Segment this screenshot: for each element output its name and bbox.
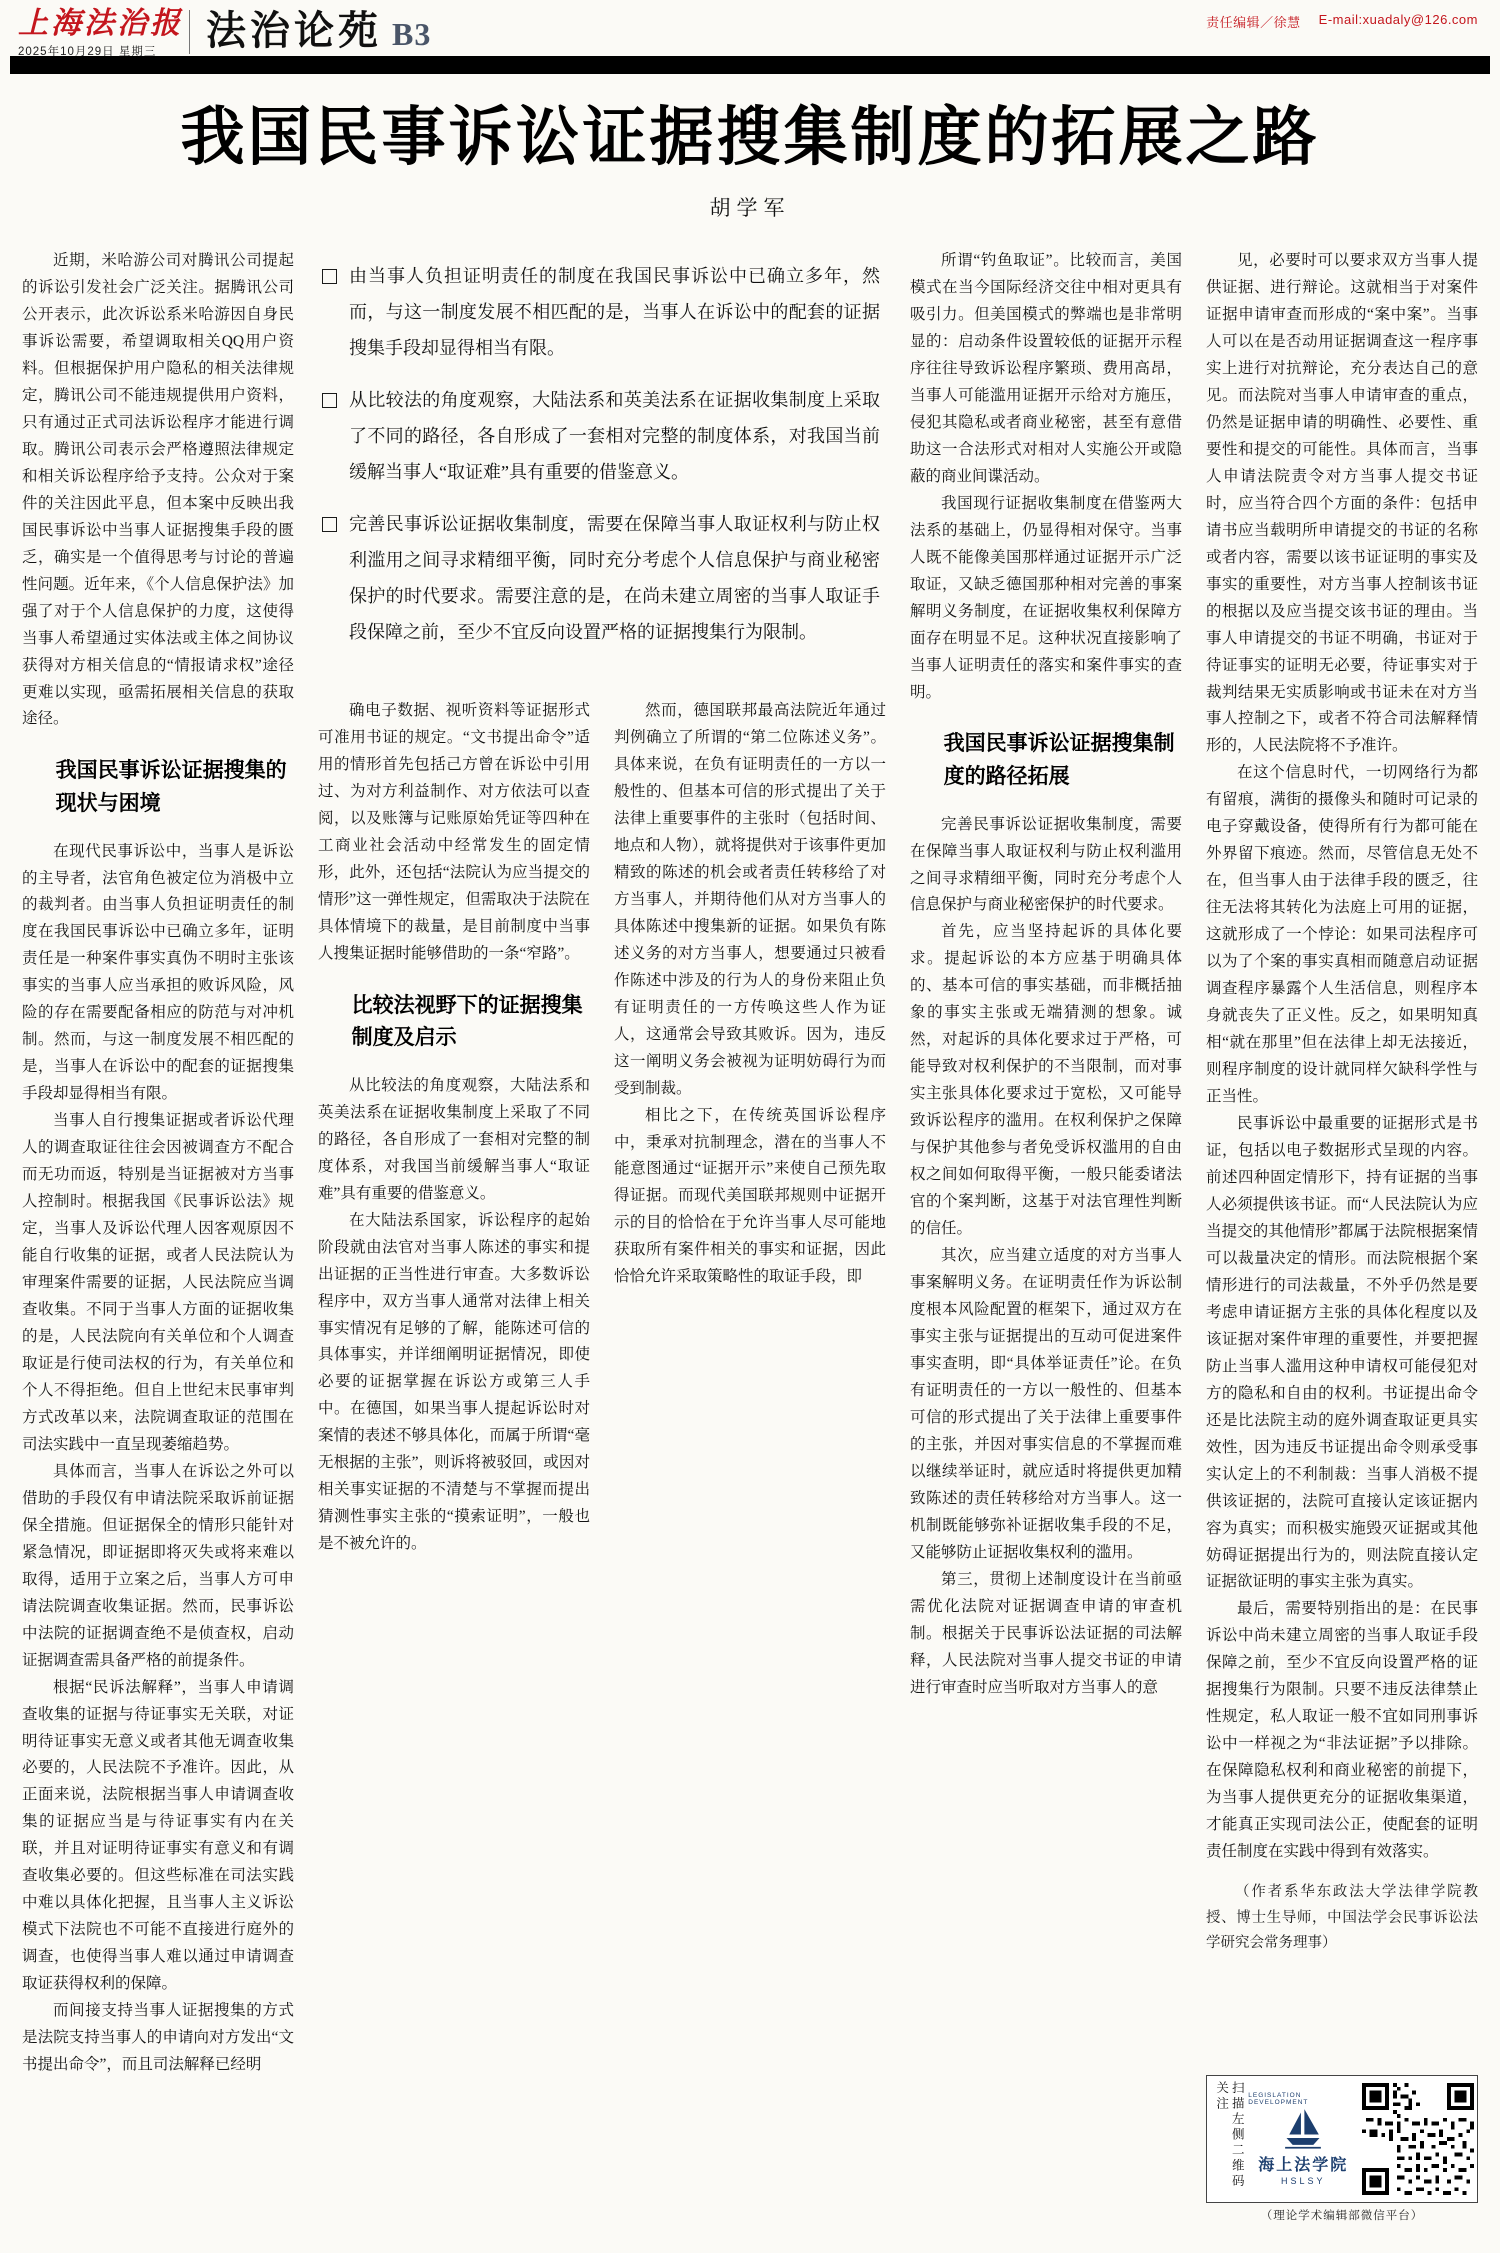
summary-item-text: 从比较法的角度观察，大陆法系和英美法系在证据收集制度上采取了不同的路径，各自形成了一套相对完整的制度体系，对我国当前缓解当事人“取证难”具有重要的借鉴意义。 (349, 390, 880, 482)
paragraph: 所谓“钓鱼取证”。比较而言，美国模式在当今国际经济交往中相对更具有吸引力。但美国模式的弊端也是非常明显的：启动条件设置较低的证据开示程序往往导致诉讼程序繁琐、费用高昂，当事人可能滥用证据开示给对方施压，侵犯其隐私或者商业秘密，甚至有意借助这一合法形式对相对人实施公开或隐蔽的商业间谍活动。 (910, 252, 1182, 485)
author-bio: （作者系华东政法大学法律学院教授、博士生导师，中国法学会民事诉讼法学研究会常务理事） (1206, 1884, 1478, 1951)
paragraph: 当事人自行搜集证据或者诉讼代理人的调查取证往往会因被调查方不配合而无功而返，特别是当证据被对方当事人控制时。根据我国《民事诉讼法》规定，当事人及诉讼代理人因客观原因不能自行收集的证据，或者人民法院认为审理案件需要的证据，人民法院应当调查收集。不同于当事人方面的证据收集的是，人民法院向有关单位和个人调查取证是行使司法权的行为，有关单位和个人不得拒绝。但自上世纪末民事审判方式改革以来，法院调查取证的范围在司法实践中一直呈现萎缩趋势。 (22, 1112, 294, 1453)
paragraph: 从比较法的角度观察，大陆法系和英美法系在证据收集制度上采取了不同的路径，各自形成了一套相对完整的制度体系，对我国当前缓解当事人“取证难”具有重要的借鉴意义。 (318, 1076, 590, 1202)
columns-under-summary (318, 698, 886, 1558)
summary-item (322, 382, 880, 490)
article-headline: 我国民事诉讼证据搜集制度的拓展之路 (180, 102, 1320, 173)
paragraph: 确电子数据、视听资料等证据形式可准用书证的规定。“文书提出命令”适用的情形首先包括己方曾在诉讼中引用过、为对方利益制作、对方依法可以查阅，以及账簿与记账原始凭证等四种在工商业社会活动中经常发生的固定情形，此外，还包括“法院认为应当提交的情形”这一弹性规定，但需取决于法院在具体情境下的裁量，是目前制度中当事人搜集证据时能够借助的一条“窄路”。 (318, 702, 590, 962)
checkbox-icon (322, 517, 337, 532)
summary-item-text: 由当事人负担证明责任的制度在我国民事诉讼中已确立多年，然而，与这一制度发展不相匹配的是，当事人在诉讼中的配套的证据搜集手段却显得相当有限。 (349, 266, 880, 358)
logo-arc-text: LEGISLATION DEVELOPMENT (1248, 2092, 1309, 2106)
summary-item (322, 258, 880, 366)
paragraph: 第三，贯彻上述制度设计在当前亟需优化法院对证据调查申请的审查机制。根据关于民事诉讼法证据的司法解释，人民法院对当事人提交书证的申请进行审查时应当听取对方当事人的意 (910, 1570, 1182, 1696)
paragraph: 我国现行证据收集制度在借鉴两大法系的基础上，仍显得相对保守。当事人既不能像美国那样通过证据开示广泛取证，又缺乏德国那种相对完善的事案解明义务制度，在证据收集权利保障方面存在明显不足。这种状况直接影响了当事人证明责任的落实和案件事实的查明。 (910, 494, 1182, 701)
page-number: B3 (392, 15, 432, 52)
paragraph: 完善民事诉讼证据收集制度，需要在保障当事人取证权利与防止权利滥用之间寻求精细平衡，同时充分考虑个人信息保护与商业秘密保护的时代要求。 (910, 815, 1182, 914)
paragraph: 在现代民事诉讼中，当事人是诉讼的主导者，法官角色被定位为消极中立的裁判者。由当事人负担证明责任的制度在我国民事诉讼中已确立多年，证明责任是一种案件事实真伪不明时主张该事实的当事人应当承担的败诉风险，风险的存在需要配备相应的防范与对冲机制。然而，与这一制度发展不相匹配的是，当事人在诉讼中的配套的证据搜集手段却显得相当有限。 (22, 842, 294, 1103)
follow-box (1206, 2075, 1478, 2203)
paragraph: 具体而言，当事人在诉讼之外可以借助的手段仅有申请法院采取诉前证据保全措施。但证据保全的情形只能针对紧急情况，即证据即将灭失或将来难以取得，适用于立案之后，当事人方可申请法院调查收集证据。然而，民事诉讼中法院的证据调查绝不是侦查权，启动证据调查需具备严格的前提条件。 (22, 1462, 294, 1669)
checkbox-icon (322, 269, 337, 284)
paragraph: 见，必要时可以要求双方当事人提供证据、进行辩论。这就相当于对案件证据申请审查而形成的“案中案”。当事人可以在是否动用证据调查这一程序事实上进行对抗辩论，充分表达自己的意见。而法院对当事人申请审查的重点，仍然是证据申请的明确性、必要性、重要性和提交的可能性。具体而言，当事人申请法院责令对方当事人提交书证时，应当符合四个方面的条件：包括申请书应当载明所申请提交的书证的名称或者内容，需要以该书证证明的事实及事实的重要性，对方当事人控制该书证的根据以及应当提交该书证的理由。当事人申请提交的书证不明确，书证对于待证事实的证明无必要，待证事实对于裁判结果无实质影响或书证未在对方当事人控制之下，或者不符合司法解释情形的，人民法院将不予准许。 (1206, 252, 1478, 755)
checkbox-icon (322, 393, 337, 408)
paragraph: 而间接支持当事人证据搜集的方式是法院支持当事人的申请向对方发出“文书提出命令”，而且司法解释已经明 (22, 2002, 294, 2074)
paragraph: 在大陆法系国家，诉讼程序的起始阶段就由法官对当事人陈述的事实和提出证据的正当性进行审查。大多数诉讼程序中，双方当事人通常对法律上相关事实情况有足够的了解，能陈述可信的具体事实，并详细阐明证据情况，即使必要的证据掌握在诉讼方或第三人手中。在德国，如果当事人提起诉讼时对案情的表述不够具体化，而属于所谓“毫无根据的主张”，则诉将被驳回，或因对相关事实证据的不清楚与不掌握而提出猜测性事实主张的“摸索证明”，一般也是不被允许的。 (318, 1211, 590, 1553)
column-2-3-group (318, 248, 886, 2223)
paragraph: 在这个信息时代，一切网络行为都有留痕，满街的摄像头和随时可记录的电子穿戴设备，使得所有行为都可能在外界留下痕迹。然而，尽管信息无处不在，但当事人由于法律手段的匮乏，往往无法将其转化为法庭上可用的证据，这就形成了一个悖论：如果司法程序可以为了个案的事实真相而随意启动证据调查程序暴露个人生活信息，则程序本身就丧失了正义性。反之，如果明知真相“就在那里”但在法律上却无法接近，则程序制度的设计就同样欠缺科学性与正当性。 (1206, 764, 1478, 1106)
column-2 (318, 698, 590, 1558)
scan-hint-label: 扫描左侧二维码关注 (1214, 2081, 1245, 2190)
article-author: 胡学军 (709, 196, 791, 220)
paragraph: 近期，米哈游公司对腾讯公司提起的诉讼引发社会广泛关注。据腾讯公司公开表示，此次诉讼系米哈游因自身民事诉讼需要，希望调取相关QQ用户资料。但根据保护用户隐私的相关法律规定，腾讯公司不能违规提供用户资料，只有通过正式司法诉讼程序才能进行调取。腾讯公司表示会严格遵照法律规定和相关诉讼程序给予支持。公众对于案件的关注因此平息，但本案中反映出我国民事诉讼中当事人证据搜集手段的匮乏，确实是一个值得思考与讨论的普遍性问题。近年来，《个人信息保护法》加强了对于个人信息保护的力度，这使得当事人希望通过实体法或主体之间协议获得对方相关信息的“情报请求权”途径更难以实现，亟需拓展相关信息的获取途径。 (22, 252, 294, 728)
sailboat-icon (1278, 2107, 1328, 2151)
editor-credit: 责任编辑／徐慧 (1206, 15, 1301, 30)
academy-logo (1248, 2092, 1358, 2186)
header-rule-bar (10, 56, 1490, 74)
page-header (0, 0, 1500, 56)
summary-item-text: 完善民事诉讼证据收集制度，需要在保障当事人取证权利与防止权利滥用之间寻求精细平衡，同时充分考虑个人信息保护与商业秘密保护的时代要求。需要注意的是，在尚未建立周密的当事人取证手段保障之前，至少不宜反向设置严格的证据搜集行为限制。 (349, 514, 880, 642)
paragraph: 然而，德国联邦最高法院近年通过判例确立了所谓的“第二位陈述义务”。具体来说，在负有证明责任的一方以一般性的、但基本可信的形式提出了关于法律上重要事件的主张时（包括时间、地点和人物），就将提供对于该事件更加精致的陈述的机会或者责任转移给了对方当事人，并期待他们从对方当事人的具体陈述中搜集新的证据。如果负有陈述义务的对方当事人，想要通过只被看作陈述中涉及的行为人的身份来阻止负有证明责任的一方传唤这些人作为证人，这通常会导致其败诉。因为，违反这一阐明义务会被视为证明妨碍行为而受到制裁。 (614, 702, 886, 1097)
editor-email: E-mail:xuadaly@126.com (1318, 12, 1478, 27)
masthead-block (18, 8, 183, 59)
column-3 (614, 698, 886, 1558)
date-line: 2025年10月29日 星期三 (18, 45, 157, 58)
paragraph: 根据“民诉法解释”，当事人申请调查收集的证据与待证事实无关联，对证明待证事实无意义或者其他无调查收集必要的，人民法院不予准许。因此，从正面来说，法院根据当事人申请调查收集的证据应当是与待证事实有内在关联，并且对证明待证事实有意义和有调查收集必要的。但这些标准在司法实践中难以具体化把握，且当事人主义诉讼模式下法院也不可能不直接进行庭外的调查，也使得当事人难以通过申请调查取证获得权利的保障。 (22, 1678, 294, 1993)
paragraph: 相比之下，在传统英国诉讼程序中，秉承对抗制理念，潜在的当事人不能意图通过“证据开示”来使自己预先取得证据。而现代美国联邦规则中证据开示的目的恰恰在于允许当事人尽可能地获取所有案件相关的事实和证据，因此恰恰允许采取策略性的取证手段，即 (614, 1106, 886, 1286)
article-body (0, 248, 1500, 2223)
column-5 (1206, 248, 1478, 2223)
masthead-logo: 上海法治报 (18, 7, 183, 40)
column-4 (910, 248, 1182, 2223)
section-title-block (206, 10, 431, 52)
academy-logo-abbr: HSLSY (1280, 2176, 1326, 2186)
section-heading-status: 我国民事诉讼证据搜集的现状与困境 (55, 759, 287, 815)
paragraph: 民事诉讼中最重要的证据形式是书证，包括以电子数据形式呈现的内容。前述四种固定情形下，持有证据的当事人必须提供该书证。而“人民法院认为应当提交的其他情形”都属于法院根据案情可以裁量决定的情形。而法院根据个案情形进行的司法裁量，不外乎仍然是要考虑申请证据方主张的具体化程度以及该证据对案件审理的重要性，并要把握防止当事人滥用这种申请权可能侵犯对方的隐私和自由的权利。书证提出命令还是比法院主动的庭外调查取证更具实效性，因为违反书证提出命令则承受事实认定上的不利制裁：当事人消极不提供该证据的，法院可直接认定该证据内容为真实；而积极实施毁灭证据或其他妨碍证据提出行为的，则法院直接认定证据欲证明的事实主张为真实。 (1206, 1115, 1478, 1591)
paragraph: 最后，需要特别指出的是：在民事诉讼中尚未建立周密的当事人取证手段保障之前，至少不宜反向设置严格的证据搜集行为限制。只要不违反法律禁止性规定，私人取证一般不宜如同刑事诉讼中一样视之为“非法证据”予以排除。在保障隐私权利和商业秘密的前提下，为当事人提供更充分的证据收集渠道，才能真正实现司法公正，使配套的证明责任制度在实践中得到有效落实。 (1206, 1600, 1478, 1861)
column-1 (22, 248, 294, 2223)
header-divider (189, 10, 190, 54)
section-title: 法治论苑 (206, 8, 382, 53)
editor-block (1206, 12, 1478, 31)
section-heading-path: 我国民事诉讼证据搜集制度的路径拓展 (943, 732, 1175, 789)
academy-logo-text: 海上法学院 (1258, 2157, 1349, 2174)
qr-code (1362, 2083, 1474, 2195)
section-heading-comparative: 比较法视野下的证据搜集制度及启示 (351, 993, 583, 1050)
paragraph: 其次，应当建立适度的对方当事人事案解明义务。在证明责任作为诉讼制度根本风险配置的框架下，通过双方在事实主张与证据提出的互动可促进案件事实查明，即“具体举证责任”论。在负有证明责任的一方以一般性的、但基本可信的形式提出了关于法律上重要事件的主张，并因对事实信息的不掌握而难以继续举证时，就应适时将提供更加精致陈述的责任转移给对方当事人。这一机制既能够弥补证据收集手段的不足，又能够防止证据收集权利的滥用。 (910, 1247, 1182, 1561)
paragraph: 首先，应当坚持起诉的具体化要求。提起诉讼的本方应基于明确具体的、基本可信的事实基础，而非概括抽象的事实主张或无端猜测的想象。诚然，对起诉的具体化要求过于严格，可能导致对权利保护的不当限制，而对事实主张具体化要求过于宽松，又可能导致诉讼程序的滥用。在权利保护之保障与保护其他参与者免受诉权滥用的自由权之间如何取得平衡，一般只能委诸法官的个案判断，这基于对法官理性判断的信任。 (910, 923, 1182, 1238)
wechat-follow-block (1206, 2075, 1478, 2223)
summary-item (322, 506, 880, 650)
summary-box (318, 248, 886, 688)
follow-box-caption: （理论学术编辑部微信平台） (1260, 2210, 1424, 2222)
